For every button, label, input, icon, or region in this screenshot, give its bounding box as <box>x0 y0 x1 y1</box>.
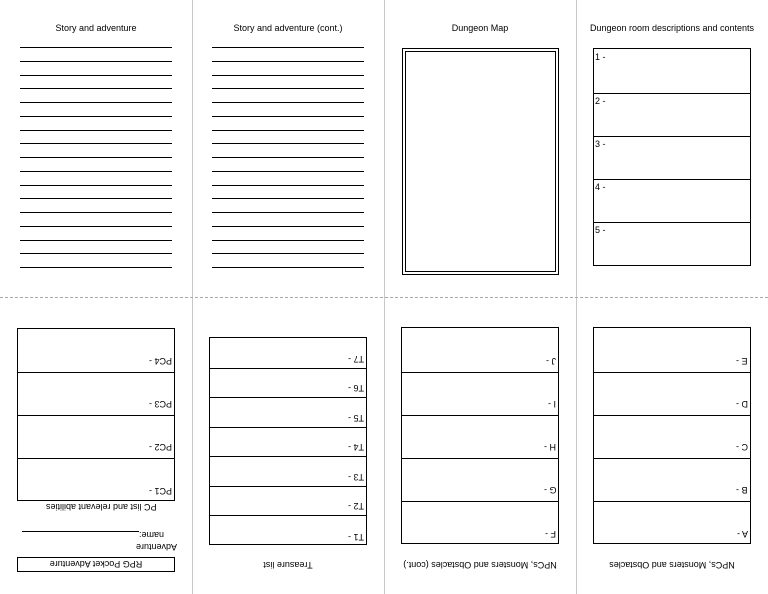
writing-line <box>20 157 172 158</box>
pc-list-caption: PC list and relevant abilities <box>46 502 157 512</box>
writing-line <box>20 75 172 76</box>
pc-row <box>18 329 174 372</box>
npcs-cont-table <box>401 327 559 544</box>
room-label: 5 - <box>595 225 606 235</box>
pc-row <box>18 372 174 415</box>
npc-row <box>402 372 558 415</box>
treasure-row <box>210 397 366 427</box>
npc-row <box>594 458 750 501</box>
panel-title-room-descriptions: Dungeon room descriptions and contents <box>589 23 755 33</box>
npc-row <box>402 328 558 372</box>
writing-line <box>212 240 364 241</box>
writing-line <box>212 75 364 76</box>
writing-line <box>20 130 172 131</box>
npcs-table <box>593 327 751 544</box>
pc-label: PC4 - <box>148 356 172 366</box>
npc-row <box>594 415 750 458</box>
adventure-name-line <box>22 531 139 532</box>
adventure-name-label: name: <box>139 530 165 540</box>
writing-line <box>20 47 172 48</box>
npc-label: C - <box>736 442 748 452</box>
writing-line <box>212 212 364 213</box>
writing-line <box>20 253 172 254</box>
panel-title-dungeon-map: Dungeon Map <box>451 23 509 33</box>
writing-line <box>20 185 172 186</box>
pc-label: PC3 - <box>148 399 172 409</box>
npcs-cont-caption: NPCs, Monsters and Obstacles (cont.) <box>403 560 557 570</box>
writing-line <box>20 198 172 199</box>
writing-line <box>212 61 364 62</box>
npc-label: G - <box>543 485 556 495</box>
writing-line <box>20 212 172 213</box>
writing-line <box>20 267 172 268</box>
treasure-row <box>210 515 366 546</box>
treasure-row <box>210 486 366 515</box>
writing-line <box>212 47 364 48</box>
writing-line <box>212 130 364 131</box>
writing-line <box>212 253 364 254</box>
treasure-label: T5 - <box>347 413 364 423</box>
pc-row <box>18 458 174 502</box>
npc-label: I - <box>548 399 556 409</box>
writing-line <box>20 171 172 172</box>
npc-label: H - <box>544 442 556 452</box>
room-label: 3 - <box>595 139 606 149</box>
cover-title-box <box>17 557 175 572</box>
treasure-label: T7 - <box>347 354 364 364</box>
dungeon-map-area <box>405 51 556 272</box>
treasure-label: T6 - <box>347 383 364 393</box>
npcs-caption: NPCs, Monsters and Obstacles <box>609 560 735 570</box>
writing-line <box>212 171 364 172</box>
writing-line <box>212 143 364 144</box>
writing-line <box>212 88 364 89</box>
npc-label: F - <box>545 529 556 539</box>
dungeon-map-frame <box>402 48 559 275</box>
cut-line <box>0 297 768 298</box>
npc-label: B - <box>736 485 748 495</box>
npc-row <box>594 501 750 545</box>
room-label: 2 - <box>595 96 606 106</box>
writing-line <box>20 61 172 62</box>
writing-line <box>212 116 364 117</box>
npc-row <box>594 328 750 372</box>
writing-line <box>20 240 172 241</box>
writing-line <box>212 226 364 227</box>
writing-line <box>212 267 364 268</box>
pc-label: PC2 - <box>148 442 172 452</box>
panel-title-story: Story and adventure <box>55 23 137 33</box>
writing-line <box>20 102 172 103</box>
treasure-table <box>209 337 367 545</box>
room-table <box>593 48 751 266</box>
writing-line <box>20 143 172 144</box>
treasure-label: T3 - <box>347 472 364 482</box>
npc-label: A - <box>736 529 748 539</box>
treasure-row <box>210 427 366 456</box>
writing-line <box>20 116 172 117</box>
room-row <box>594 49 750 93</box>
room-row <box>594 179 750 222</box>
room-row <box>594 222 750 267</box>
npc-row <box>402 458 558 501</box>
npc-label: J - <box>546 356 556 366</box>
room-label: 4 - <box>595 182 606 192</box>
treasure-row <box>210 368 366 397</box>
panel-title-story-cont: Story and adventure (cont.) <box>233 23 343 33</box>
treasure-row <box>210 456 366 486</box>
writing-line <box>212 102 364 103</box>
writing-line <box>20 226 172 227</box>
pc-label: PC1 - <box>148 486 172 496</box>
treasure-row <box>210 338 366 368</box>
writing-line <box>20 88 172 89</box>
room-label: 1 - <box>595 52 606 62</box>
treasure-label: T4 - <box>347 442 364 452</box>
treasure-label: T2 - <box>347 501 364 511</box>
treasure-label: T1 - <box>347 532 364 542</box>
treasure-caption: Treasure list <box>263 560 313 570</box>
npc-label: E - <box>736 356 748 366</box>
room-row <box>594 93 750 136</box>
writing-line <box>212 157 364 158</box>
pc-row <box>18 415 174 458</box>
room-row <box>594 136 750 179</box>
npc-label: D - <box>736 399 748 409</box>
npc-row <box>402 501 558 545</box>
writing-line <box>212 185 364 186</box>
npc-row <box>594 372 750 415</box>
pc-table <box>17 328 175 501</box>
adventure-label: Adventure <box>136 542 178 552</box>
cover-title: RPG Pocket Adventure <box>49 559 143 569</box>
npc-row <box>402 415 558 458</box>
writing-line <box>212 198 364 199</box>
